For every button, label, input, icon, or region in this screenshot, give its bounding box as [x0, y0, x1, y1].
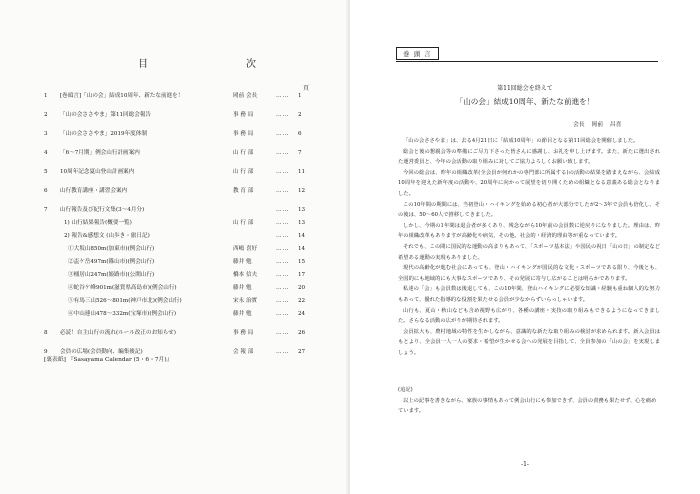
- toc-dots: ……: [276, 233, 290, 239]
- toc-list: [0, 90, 350, 359]
- toc-entry-title: 必読！自主山行の流れ(ルール改正のお知らせ): [60, 330, 176, 336]
- article-paragraph: 総会と後の懇親会等の準備にご尽力下さった皆さんに感謝し、お礼を申し上げます。また、新たに選出された運営委員と、今年の会活動の取り組みに対してご協力よろしくお願い致します。: [398, 148, 660, 166]
- toc-title-char: 次: [246, 59, 258, 70]
- article-paragraph: 今回の総会は、昨年の組織改革(全会員が何れかの専門部に所属する)の活動の結果を踏まえながら、会結成10周年を迎えた新年度の活動や、20周年に向かって展望を切り開くための組織となる意義ある総会となりました。: [398, 169, 660, 197]
- postscript-heading: (追記): [398, 387, 413, 393]
- toc-entry-title: 山行報告及び紀行文集(3～4月分): [60, 207, 145, 213]
- toc-entry: [0, 185, 350, 198]
- article-title: 「山の会」結成10周年、新たな前進を！: [455, 97, 595, 106]
- toc-number: 1: [44, 93, 48, 99]
- toc-number: 6: [44, 188, 48, 194]
- toc-entry-author: 事 務 局: [233, 112, 254, 118]
- article-paragraph: しかし、今期の1年間は退会者が多くあり、残念ながら10年前の会員数に逆戻りになりました。理由は、昨年の組織改革もありますが高齢化や病気、その他、社会的・経済的理由等が重なっています。: [398, 222, 660, 240]
- article-paragraph: 現代の高齢化が進む社会にあっても、登山・ハイキングが国民的な文化・スポーツである限り、今後とも、全国的にも地域的にも大事なスポーツであり、その発展に寄与し広がることは明らかであります。: [398, 265, 660, 282]
- toc-page-number: 2: [298, 112, 302, 118]
- toc-dots: ……: [276, 131, 290, 137]
- toc-subentry: [0, 295, 350, 308]
- toc-dots: ……: [276, 259, 290, 265]
- toc-number: 2: [44, 112, 48, 118]
- toc-page-number: 13: [298, 207, 306, 213]
- toc-subentry: [0, 256, 350, 269]
- toc-dots: ……: [276, 188, 290, 194]
- postscript: [398, 385, 660, 417]
- toc-entry: [0, 128, 350, 141]
- toc-subentry: [0, 308, 350, 321]
- postscript-text: 以上の記事を書きながら、家族の事情もあって例会山行にも参加できず、会員の責務も果たせず、心を痛めています。: [398, 397, 657, 415]
- column-label: 巻 頭 言: [396, 47, 439, 60]
- toc-title: [138, 55, 258, 70]
- page-number: -1-: [521, 461, 529, 468]
- toc-page-number: 1: [298, 93, 302, 99]
- toc-page-number: 24: [298, 311, 306, 317]
- toc-number: 4: [44, 150, 48, 156]
- toc-page-number: 7: [298, 150, 302, 156]
- article-paragraph: 山行も、夏山・秋山なども含め視野も広がり、各種の講座・実技の取り組みもできるようになってきました。さらなる活動の広がりが期待されます。: [398, 307, 660, 325]
- toc-entry-title: ③桶居山247m(姫路市)(公開山行): [68, 272, 155, 278]
- article-paragraph: 「山の会ささやま」は、去る4月21日に「結成10周年」の節目となる第11回総会を開催しました。: [403, 138, 639, 144]
- toc-page-number: 20: [298, 285, 306, 291]
- toc-page-number: 17: [298, 272, 306, 278]
- toc-entry-title: [巻頭言]「山の会」結成10周年、新たな前進を！: [60, 93, 184, 99]
- toc-number: 5: [44, 169, 48, 175]
- toc-entry-title: ⑤有馬三山526～801m(神戸市北)(例会山行): [68, 298, 182, 304]
- toc-dots: ……: [276, 298, 290, 304]
- column-divider: [396, 61, 658, 62]
- toc-dots: ……: [276, 220, 290, 226]
- toc-number: 3: [44, 131, 48, 137]
- toc-entry-author: 橋本 信夫: [233, 272, 258, 278]
- toc-subentry: [0, 217, 350, 230]
- toc-entry-title: ⑥中山連山478～332m(宝塚市)(例会山行): [68, 311, 177, 317]
- toc-page-number: 12: [298, 188, 306, 194]
- toc-entry-author: 事 務 局: [233, 330, 254, 336]
- toc-entry: [0, 147, 350, 160]
- toc-entry-title: 2) 報告&感想文 (山歩き・旅日記): [64, 233, 150, 239]
- toc-number: 9: [44, 349, 48, 355]
- article-body: [398, 136, 660, 358]
- article-paragraph: この10年間の期間には、当初登山・ハイキングを始める初心者が大部分でしたが2～3年で会員も倍化し、その後は、50～60人で推移してきました。: [398, 201, 660, 219]
- back-cover-note: [裏表紙] 『Sasayama Calendar (5・6・7月)』: [44, 357, 173, 363]
- toc-entry-title: 「山の会ささやま」2019年度体制: [60, 131, 147, 137]
- article-paragraph: 私達の「会」も会員数は後退しても、この10年間、登山ハイキングに必要な知識・経験も重ね個人的な努力もあって、優れた指導的な役割を果たせる会員が少なからずいらっしゃいます。: [398, 286, 660, 303]
- article-paragraph: 会員拡大も、農村地域の特性を生かしながら、意識的な新たな取り組みの検討が求められます。新入会員はもとより、全会員一人一人の要求・希望が生かせる会への発展を目指して、全員参加の「山の会」を実現しましょう。: [398, 328, 660, 356]
- toc-entry-author: 宋永 治實: [233, 298, 258, 304]
- toc-entry-author: 藤井 勉: [233, 285, 252, 291]
- article-heading: 第11回総会を終えて: [497, 85, 553, 92]
- page-column-label: 頁: [303, 85, 310, 92]
- toc-page-number: 27: [298, 349, 306, 355]
- toc-dots: ……: [276, 246, 290, 252]
- toc-entry-title: 「6～7月期」例会山行計画案内: [60, 150, 140, 156]
- toc-entry-author: 山 行 部: [233, 220, 254, 226]
- toc-page-number: 15: [298, 259, 306, 265]
- toc-entry-title: 会員の広場(会員動向、編集後記): [60, 349, 143, 355]
- toc-entry: [0, 327, 350, 340]
- toc-entry-author: 藤井 勉: [233, 259, 252, 265]
- toc-entry-author: 会 報 部: [233, 349, 254, 355]
- toc-page-number: 11: [298, 169, 306, 175]
- toc-page-number: 13: [298, 220, 306, 226]
- toc-dots: ……: [276, 349, 290, 355]
- toc-subentry: [0, 282, 350, 295]
- toc-entry-title: ②盃ケ岳497m(篠山市)(例会山行): [68, 259, 155, 265]
- toc-entry-author: 藤井 勉: [233, 311, 252, 317]
- toc-dots: ……: [276, 207, 290, 213]
- toc-entry: [0, 166, 350, 179]
- toc-dots: ……: [276, 330, 290, 336]
- toc-dots: ……: [276, 112, 290, 118]
- toc-entry-author: 教 育 部: [233, 188, 254, 194]
- toc-number: 8: [44, 330, 48, 336]
- toc-entry: [0, 90, 350, 103]
- toc-entry-title: 山行教育講座・講習会案内: [60, 188, 128, 194]
- toc-dots: ……: [276, 93, 290, 99]
- toc-entry-author: 西嶋 喜好: [233, 246, 258, 252]
- toc-entry-author: 岡前 会長: [233, 93, 258, 99]
- toc-page-number: 14: [298, 233, 306, 239]
- toc-entry-author: 事 務 局: [233, 131, 254, 137]
- article-byline: 会長 岡前 昌喜: [573, 122, 622, 128]
- toc-dots: ……: [276, 150, 290, 156]
- article-paragraph: それでも、この間に国民的な運動の高まりもあって、「スポーツ基本法」や国民の祝日「山の日」の制定など希望ある運動の実現もありました。: [398, 243, 660, 261]
- toc-number: 7: [44, 207, 48, 213]
- toc-dots: ……: [276, 311, 290, 317]
- toc-page-number: 14: [298, 246, 306, 252]
- toc-entry-title: ①大坂山850m(加東市)(例会山行): [68, 246, 155, 252]
- article-page: [350, 0, 700, 494]
- toc-title-char: 目: [138, 59, 150, 70]
- toc-entry: [0, 109, 350, 122]
- toc-dots: ……: [276, 285, 290, 291]
- toc-page-number: 22: [298, 298, 306, 304]
- toc-entry-title: 10周年記念夏山登山計画案内: [60, 169, 135, 175]
- toc-dots: ……: [276, 272, 290, 278]
- toc-entry-title: ④蛇谷ケ峰901m(滋賀県高島市)(例会山行): [68, 285, 177, 291]
- toc-entry-author: 山 行 部: [233, 150, 254, 156]
- toc-entry-title: 「山の会ささやま」第11回総会報告: [60, 112, 152, 118]
- toc-dots: ……: [276, 169, 290, 175]
- toc-entry: [0, 204, 350, 217]
- toc-page-number: 6: [298, 131, 302, 137]
- toc-page-number: 26: [298, 330, 306, 336]
- toc-subentry: [0, 243, 350, 256]
- toc-entry-title: 1) 山行結果報告(概要一覧): [64, 220, 132, 226]
- toc-subentry: [0, 269, 350, 282]
- toc-entry-author: 山 行 部: [233, 169, 254, 175]
- toc-subentry: [0, 230, 350, 243]
